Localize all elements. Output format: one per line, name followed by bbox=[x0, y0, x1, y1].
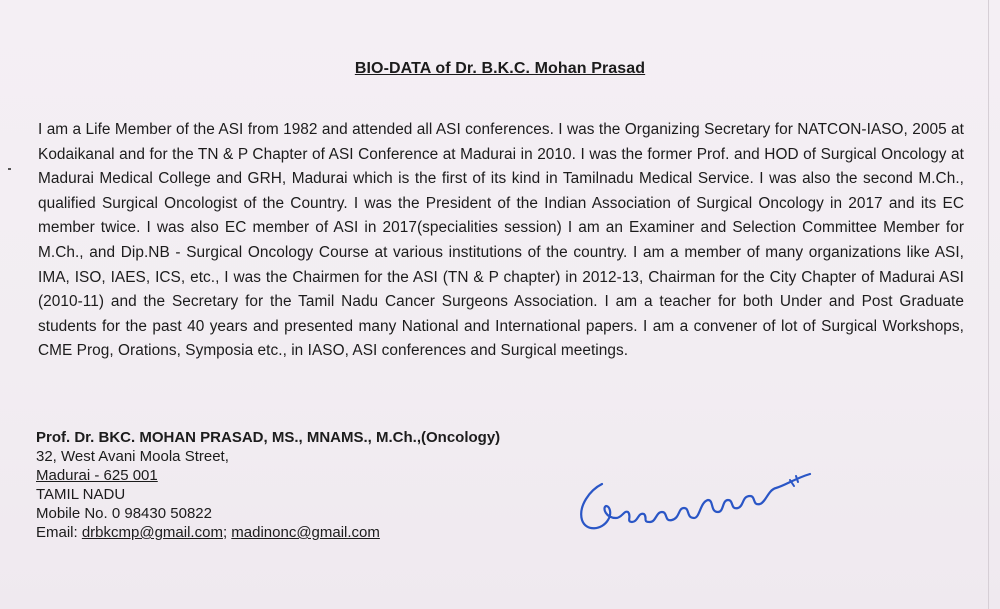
handwritten-signature bbox=[572, 462, 822, 542]
signatory-name: Prof. Dr. BKC. MOHAN PRASAD, MS., MNAMS., M.Ch.,(Oncology) bbox=[36, 429, 501, 446]
scan-speck bbox=[8, 168, 11, 170]
page-edge-line bbox=[988, 0, 989, 609]
email-line bbox=[36, 523, 500, 542]
bio-paragraph: I am a Life Member of the ASI from 1982 and attended all ASI conferences. I was the Organizing Secretary for NATCON-IASO, 2005 at Kodaikanal and for the TN & P Chapter of ASI Conference at Madurai in 2010. I was the former Prof. and HOD of Surgical Oncology at Madurai Medical College and GRH, Madurai which is the first of its kind in Tamilnadu Medical Service. I was also the second M.Ch., qualified Surgical Oncologist of the Country. I was the President of the Indian Association of Surgical Oncology in 2017 and its EC member twice. I was also EC member of ASI in 2017(specialities session) I am an Examiner and Selection Committee Member for M.Ch., and Dip.NB - Surgical Oncology Course at various institutions of the country. I am a member of many organizations like ASI, IMA, ISO, IAES, ICS, etc., I was the Chairmen for the ASI (TN & P chapter) in 2012-13, Chairman for the City Chapter of Madurai ASI (2010-11) and the Secretary for the Tamil Nadu Cancer Surgeons Association. I am a teacher for both Under and Post Graduate students for the past 40 years and presented many National and International papers. I am a convener of lot of Surgical Workshops, CME Prog, Orations, Symposia etc., in IASO, ASI conferences and Surgical meetings. bbox=[38, 121, 964, 360]
email-label: Email: bbox=[36, 524, 82, 541]
address-line-1: 32, West Avani Moola Street, bbox=[36, 448, 229, 465]
email-address-2: madinonc@gmail.com bbox=[231, 524, 380, 541]
mobile-number: Mobile No. 0 98430 50822 bbox=[36, 505, 212, 522]
address-line-2: Madurai - 625 001 bbox=[36, 467, 158, 484]
email-address-1: drbkcmp@gmail.com bbox=[81, 524, 223, 541]
address-state: TAMIL NADU bbox=[36, 486, 126, 503]
signature-block bbox=[36, 428, 500, 542]
document-title: BIO-DATA of Dr. B.K.C. Mohan Prasad bbox=[354, 60, 646, 77]
email-separator: ; bbox=[222, 524, 232, 541]
